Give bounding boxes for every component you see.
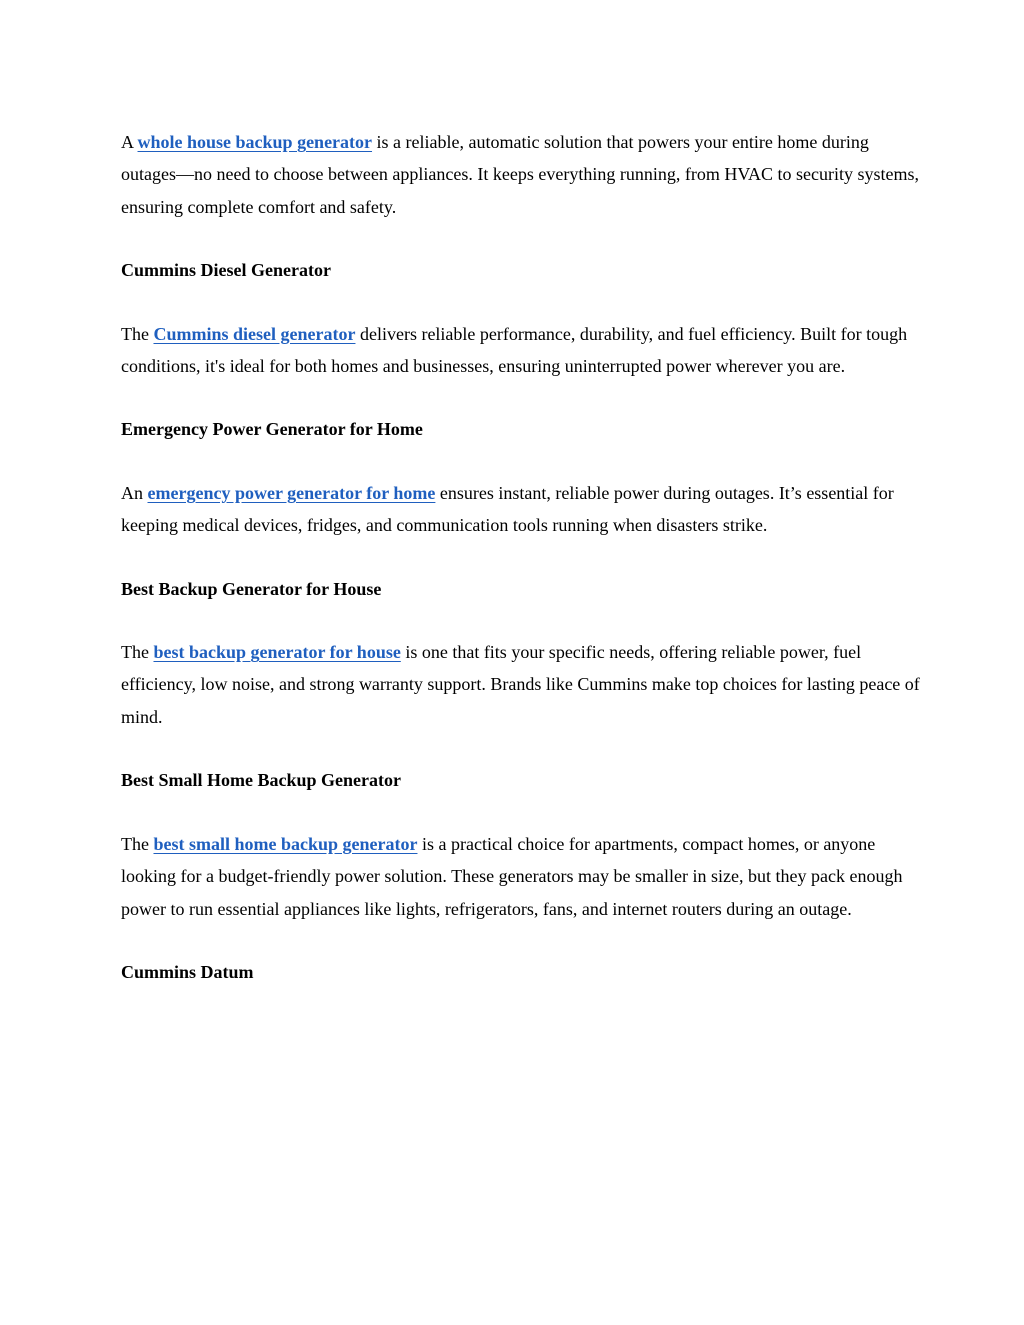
best-small-home-backup-generator-link[interactable]: best small home backup generator (153, 833, 418, 854)
section-heading-best-small-home: Best Small Home Backup Generator (121, 770, 401, 791)
paragraph-text-before: The (121, 323, 154, 344)
paragraph-text-before: The (121, 833, 154, 854)
paragraph-text-after: delivers reliable performance, durability, and fuel efficiency. Built for tough conditions, it's ideal for both homes and businesses, ensuring uninterrupted power wherever you are. (121, 323, 908, 377)
best-small-home-paragraph (121, 828, 921, 925)
paragraph-text-after: ensures instant, reliable power during outages. It’s essential for keeping medical devices, fridges, and communication tools running when disasters strike. (121, 482, 894, 536)
paragraph-text-after: is a practical choice for apartments, compact homes, or anyone looking for a budget-friendly power solution. These generators may be smaller in size, but they pack enough power to run essential appliances like lights, refrigerators, fans, and internet routers during an outage. (121, 833, 903, 919)
section-heading-best-backup: Best Backup Generator for House (121, 578, 382, 599)
intro-text-before: A (121, 132, 138, 152)
intro-paragraph (121, 126, 921, 223)
section-heading-emergency-power: Emergency Power Generator for Home (121, 419, 423, 440)
paragraph-text-before: An (121, 482, 148, 503)
whole-house-backup-generator-link[interactable]: whole house backup generator (137, 132, 373, 152)
document-page (121, 126, 921, 1019)
intro-text-after: is a reliable, automatic solution that powers your entire home during outages—no need to choose between appliances. It keeps everything running, from HVAC to security systems, ensuring complete comfort and safety. (121, 132, 919, 217)
paragraph-text-after: is one that fits your specific needs, offering reliable power, fuel efficiency, low noise, and strong warranty support. Brands like Cummins make top choices for lasting peace of mind. (121, 642, 920, 727)
cummins-diesel-paragraph (121, 318, 921, 383)
section-heading-cummins-datum: Cummins Datum (121, 961, 254, 982)
emergency-power-generator-link[interactable]: emergency power generator for home (147, 482, 436, 503)
best-backup-generator-link[interactable]: best backup generator for house (153, 642, 401, 663)
paragraph-text-before: The (121, 642, 154, 663)
best-backup-paragraph (121, 636, 921, 733)
section-heading-cummins-diesel: Cummins Diesel Generator (121, 260, 331, 281)
cummins-diesel-generator-link[interactable]: Cummins diesel generator (153, 323, 356, 344)
emergency-power-paragraph (121, 477, 921, 542)
